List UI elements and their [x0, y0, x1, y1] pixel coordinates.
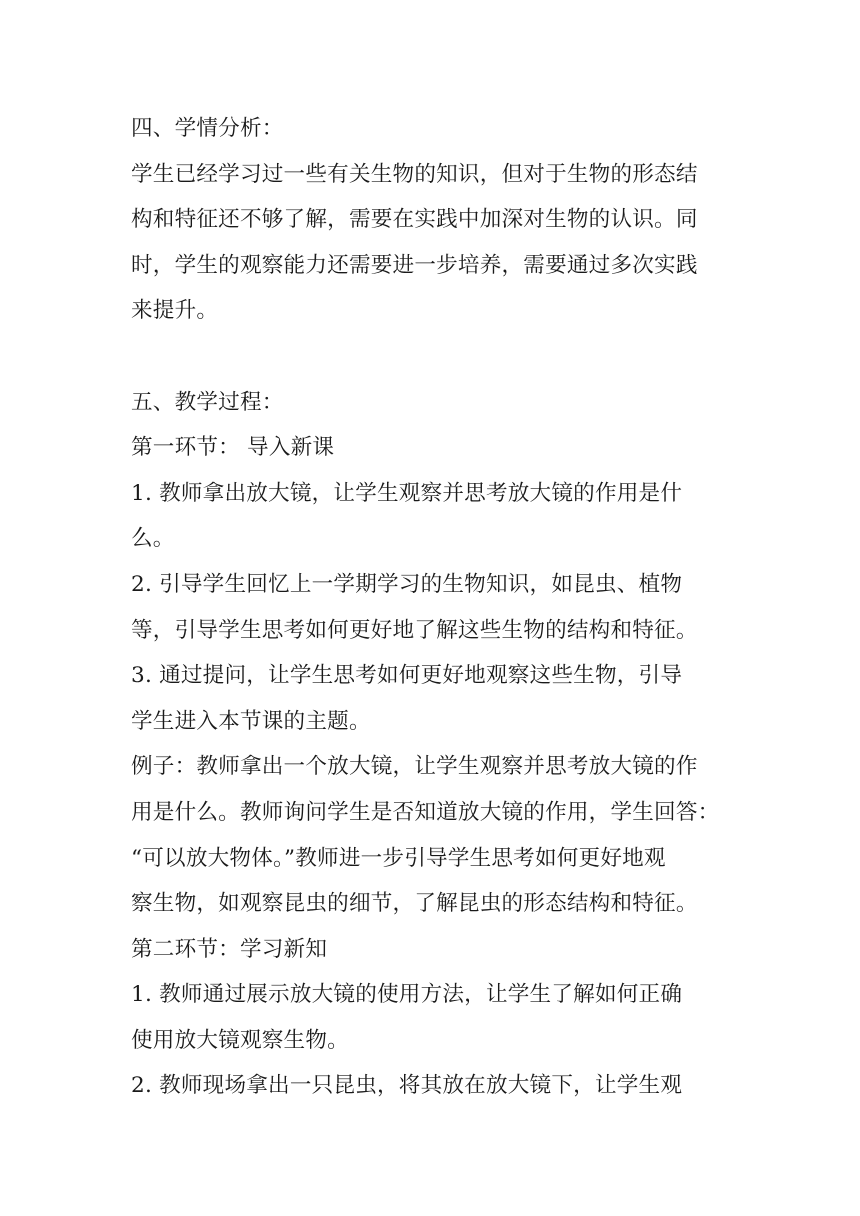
blank-line: [131, 334, 741, 380]
example-line: 用是什么。教师询问学生是否知道放大镜的作用，学生回答：: [131, 799, 720, 825]
list-item-line: 等，引导学生思考如何更好地了解这些生物的结构和特征。: [131, 617, 698, 643]
paragraph-line: 时，学生的观察能力还需要进一步培养，需要通过多次实践: [131, 252, 698, 278]
list-item-line: 2. 引导学生回忆上一学期学习的生物知识，如昆虫、植物: [131, 571, 683, 597]
list-item-line: 学生进入本节课的主题。: [131, 708, 371, 734]
list-item-line: 么。: [131, 526, 175, 552]
paragraph-line: 来提升。: [131, 298, 219, 324]
list-item-line: 1. 教师通过展示放大镜的使用方法，让学生了解如何正确: [131, 982, 683, 1008]
section-heading-teaching-process: 五、教学过程：: [131, 389, 284, 415]
list-item-line: 2. 教师现场拿出一只昆虫，将其放在放大镜下，让学生观: [131, 1073, 683, 1099]
example-line: “可以放大物体。”教师进一步引导学生思考如何更好地观: [131, 845, 666, 871]
list-item-line: 1. 教师拿出放大镜，让学生观察并思考放大镜的作用是什: [131, 480, 683, 506]
list-item-line: 使用放大镜观察生物。: [131, 1027, 349, 1053]
list-item-line: 3. 通过提问，让学生思考如何更好地观察这些生物，引导: [131, 663, 683, 689]
subsection-heading-stage-one: 第一环节： 导入新课: [131, 435, 335, 461]
paragraph-line: 构和特征还不够了解，需要在实践中加深对生物的认识。同: [131, 207, 698, 233]
example-line: 察生物，如观察昆虫的细节，了解昆虫的形态结构和特征。: [131, 891, 698, 917]
subsection-heading-stage-two: 第二环节：学习新知: [131, 936, 328, 962]
section-heading-student-analysis: 四、学情分析：: [131, 116, 284, 141]
example-line: 例子：教师拿出一个放大镜，让学生观察并思考放大镜的作: [131, 754, 698, 780]
document-body: [131, 106, 741, 1109]
paragraph-line: 学生已经学习过一些有关生物的知识，但对于生物的形态结: [131, 161, 698, 187]
